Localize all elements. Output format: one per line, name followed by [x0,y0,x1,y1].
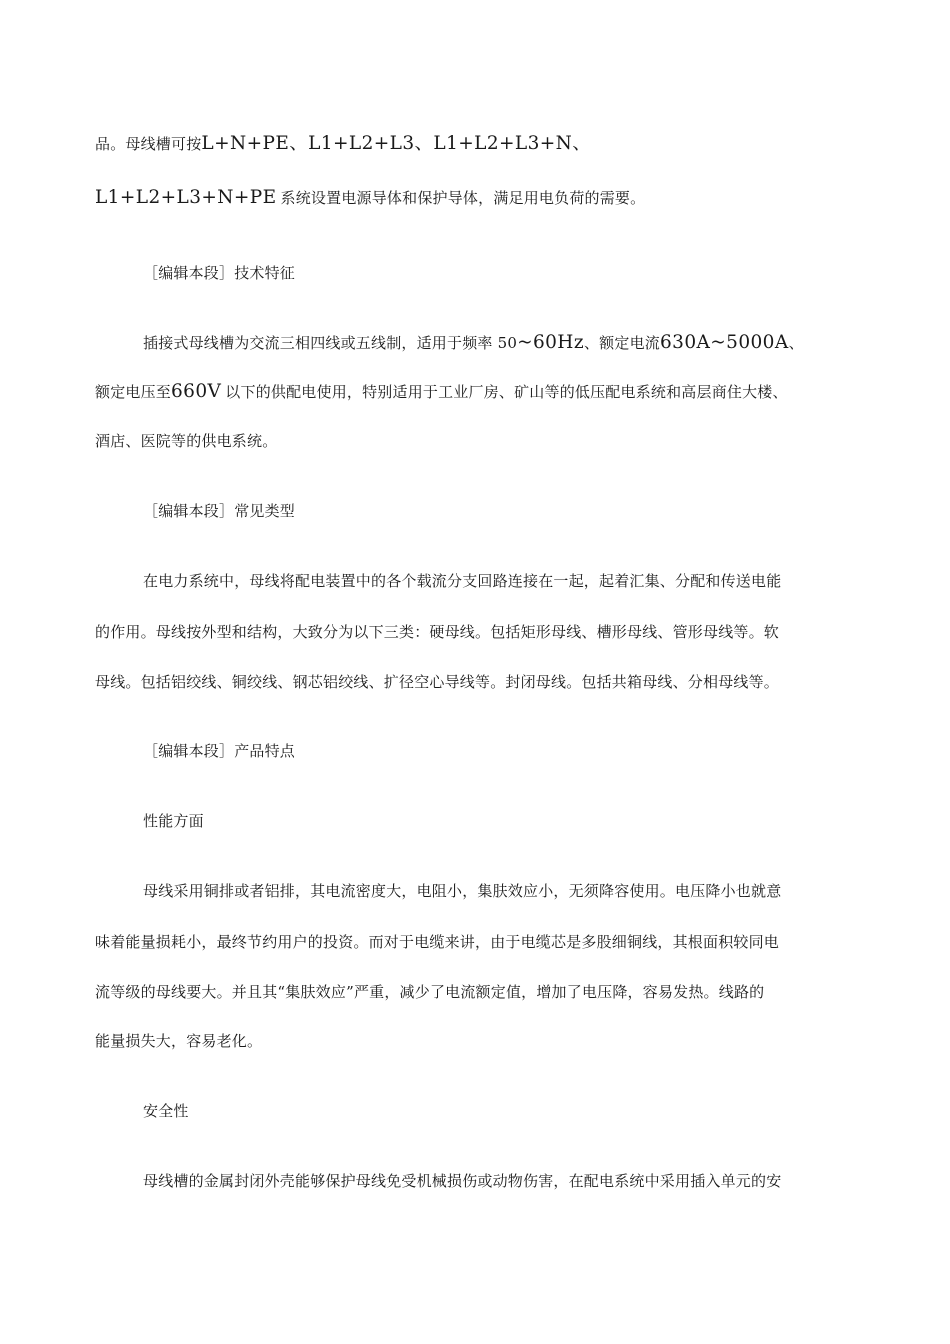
paragraph-2-line-2 [95,382,788,402]
section-heading-technical-features: ［编辑本段］技术特征 [143,264,296,282]
text-run: 系统设置电源导体和保护导体，满足用电负荷的需要。 [280,189,646,207]
paragraph-4-line-3: 流等级的母线要大。并且其“集肤效应”严重，减少了电流额定值，增加了电压降，容易发热。线路的 [95,983,765,1001]
paragraph-1-line-2 [95,188,645,208]
section-heading-common-types: ［编辑本段］常见类型 [143,502,296,520]
paragraph-3-line-3: 母线。包括铝绞线、铜绞线、钢芯铝绞线、扩径空心导线等。封闭母线。包括共箱母线、分相母线等。 [95,673,780,691]
text-run: 品。母线槽可按 [95,135,202,153]
paragraph-1-line-1 [95,134,591,154]
subheading-performance: 性能方面 [143,812,204,830]
voltage-value: 660V [171,381,222,402]
text-run: 、 [788,334,804,352]
paragraph-3-line-2: 的作用。母线按外型和结构，大致分为以下三类：硬母线。包括矩形母线、槽形母线、管形母线等。软 [95,623,780,641]
section-heading-product-features: ［编辑本段］产品特点 [143,742,296,760]
text-run: 额定电压至 [95,383,172,401]
paragraph-2-line-1 [143,333,804,353]
paragraph-4-line-4: 能量损失大，容易老化。 [95,1032,263,1050]
paragraph-4-line-1: 母线采用铜排或者铝排，其电流密度大，电阻小，集肤效应小，无须降容使用。电压降小也就意 [143,882,782,900]
subheading-safety: 安全性 [143,1102,189,1120]
paragraph-3-line-1: 在电力系统中，母线将配电装置中的各个载流分支回路连接在一起，起着汇集、分配和传送电能 [143,572,782,590]
paragraph-2-line-3: 酒店、医院等的供电系统。 [95,432,278,450]
paragraph-5-line-1: 母线槽的金属封闭外壳能够保护母线免受机械损伤或动物伤害，在配电系统中采用插入单元的安 [143,1172,782,1190]
text-run: 以下的供配电使用，特别适用于工业厂房、矿山等的低压配电系统和高层商住大楼、 [225,383,788,401]
system-code: L1+L2+L3+N+PE [95,187,277,208]
frequency-value: ~60Hz [517,332,584,353]
text-run: 、额定电流 [583,334,660,352]
system-codes: L+N+PE、L1+L2+L3、L1+L2+L3+N、 [201,133,592,154]
current-value: 630A~5000A [660,332,789,353]
text-run: 插接式母线槽为交流三相四线或五线制，适用于频率 50 [143,334,518,352]
paragraph-4-line-2: 味着能量损耗小，最终节约用户的投资。而对于电缆来讲，由于电缆芯是多股细铜线，其根面积较同电 [95,933,780,951]
